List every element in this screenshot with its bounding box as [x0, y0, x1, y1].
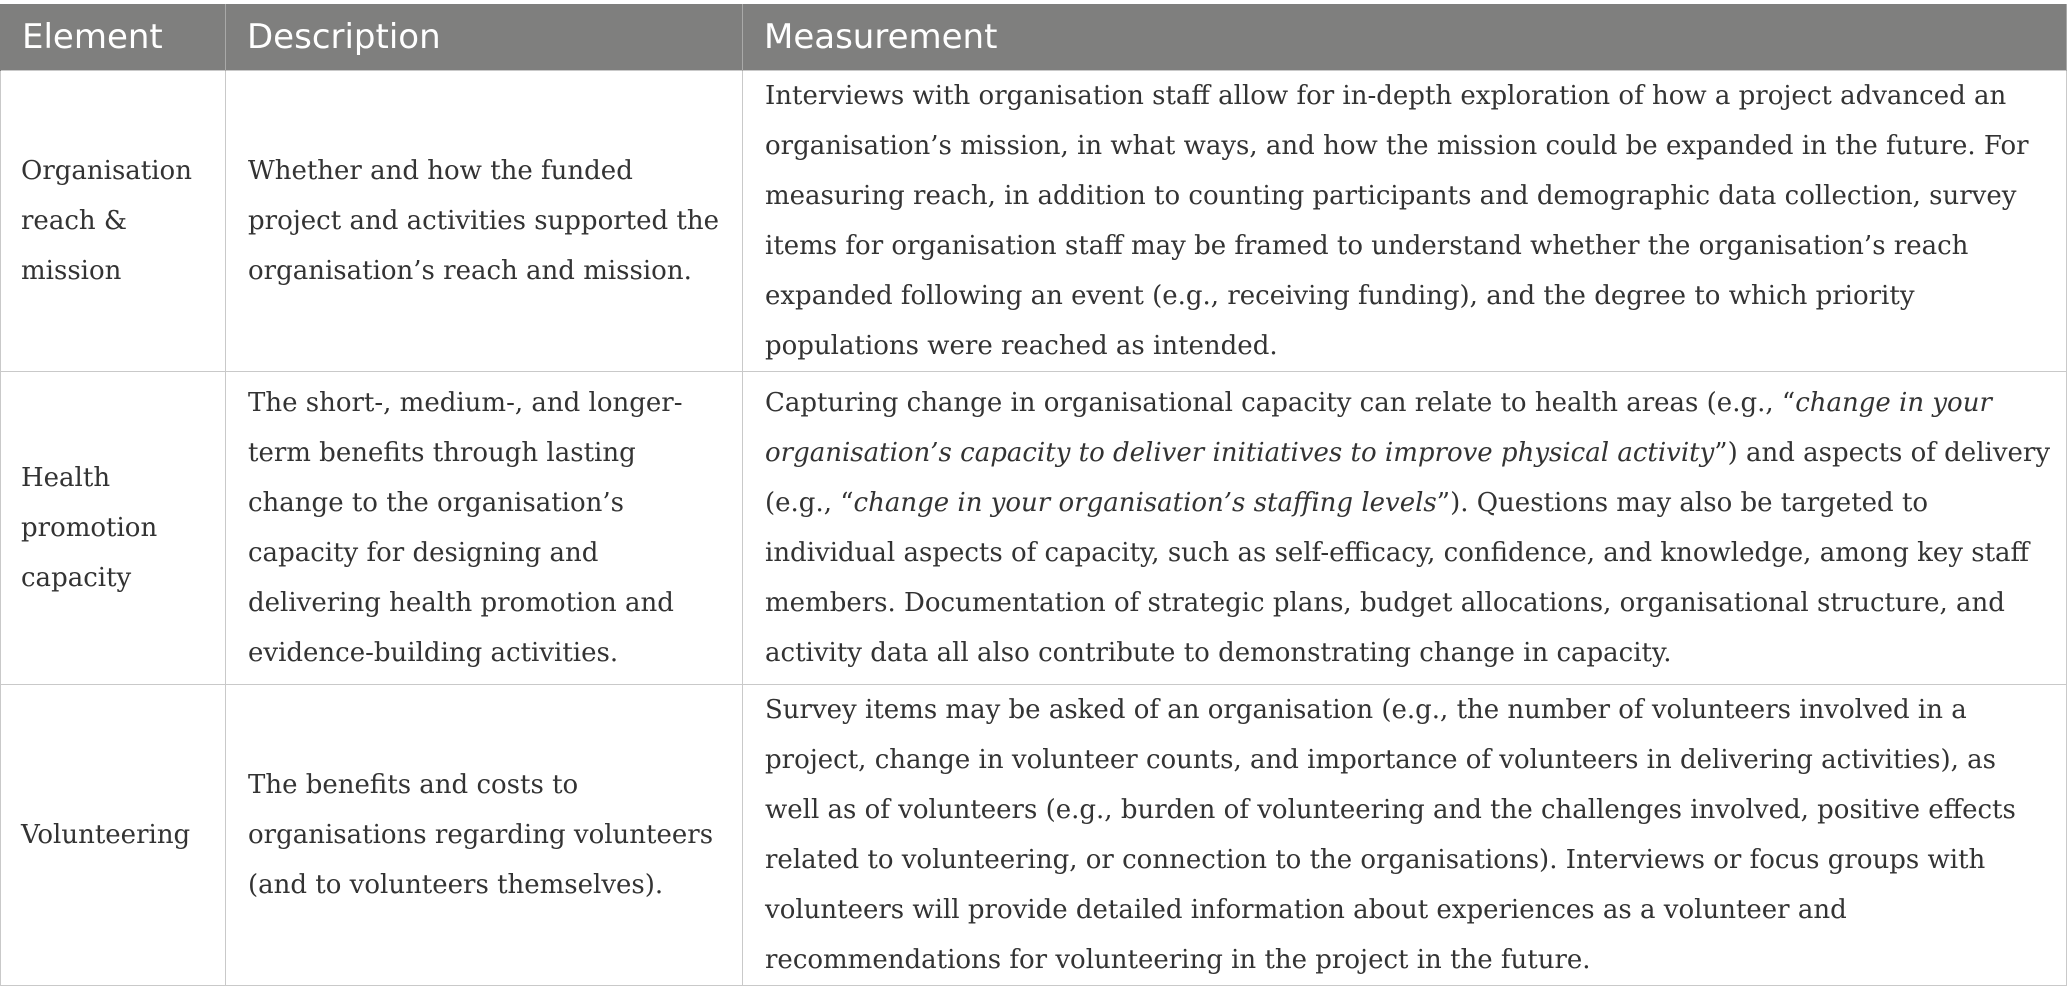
- table-row: [1, 372, 2067, 685]
- header-row: [1, 4, 2067, 71]
- table-row: [1, 71, 2067, 372]
- header-description: Description: [226, 4, 743, 71]
- cell-element: Organisation reach & mission: [1, 71, 226, 372]
- cell-description: The short-, medium-, and longer-term benefits through lasting change to the organisation’s capacity for designing and delivering health promotion and evidence-building activities.: [226, 372, 743, 685]
- header-element: Element: [1, 4, 226, 71]
- measurement-text: ”). Questions may also be targeted to individual aspects of capacity, such as self-efficacy, confidence, and knowledge, among key staff members. Documentation of strategic plans, budget allocations, organisational structure, and activity data all also contribute to demonstrating change in capacity.: [765, 488, 2030, 668]
- cell-description: Whether and how the funded project and activities supported the organisation’s reach and mission.: [226, 71, 743, 372]
- table-container: [0, 4, 2067, 986]
- measurement-text: ”) and aspects of delivery (e.g., “: [765, 438, 2051, 518]
- measurement-table: [0, 4, 2067, 986]
- header-measurement: Measurement: [743, 4, 2067, 71]
- cell-description: The benefits and costs to organisations regarding volunteers (and to volunteers themselves).: [226, 685, 743, 986]
- table-header: [1, 4, 2067, 71]
- table-row: [1, 685, 2067, 986]
- measurement-quote-italic: change in your organisation’s staffing levels: [853, 488, 1437, 518]
- measurement-quote-italic: change in your organisation’s capacity to deliver initiatives to improve physical activity: [765, 388, 1992, 468]
- cell-measurement: Interviews with organisation staff allow for in-depth exploration of how a project advanced an organisation’s mission, in what ways, and how the mission could be expanded in the future. For measuring reach, in addition to counting participants and demographic data collection, survey items for organisation staff may be framed to understand whether the organisation’s reach expanded following an event (e.g., receiving funding), and the degree to which priority populations were reached as intended.: [743, 71, 2067, 372]
- table-body: [1, 71, 2067, 986]
- cell-measurement: Survey items may be asked of an organisation (e.g., the number of volunteers involved in a project, change in volunteer counts, and importance of volunteers in delivering activities), as well as of volunteers (e.g., burden of volunteering and the challenges involved, positive effects related to volunteering, or connection to the organisations). Interviews or focus groups with volunteers will provide detailed information about experiences as a volunteer and recommendations for volunteering in the project in the future.: [743, 685, 2067, 986]
- measurement-text: Capturing change in organisational capacity can relate to health areas (e.g., “: [765, 388, 1796, 418]
- cell-measurement: [743, 372, 2067, 685]
- cell-element: Health promotion capacity: [1, 372, 226, 685]
- cell-element: Volunteering: [1, 685, 226, 986]
